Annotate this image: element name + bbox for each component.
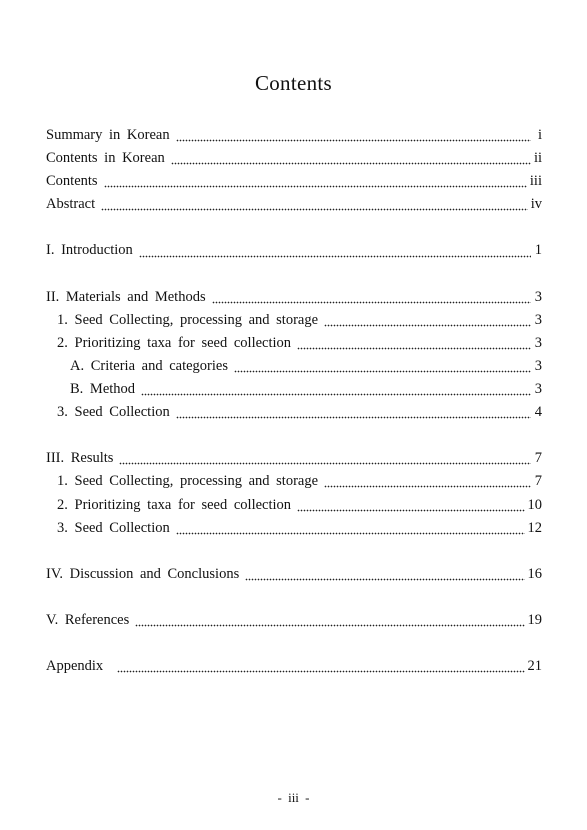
toc-entry-label: 3. Seed Collection	[57, 404, 170, 421]
dot-leader	[176, 139, 531, 143]
toc-entry-page: 3	[534, 288, 542, 305]
dot-leader	[119, 462, 531, 466]
toc-entry-label: 2. Prioritizing taxa for seed collection	[57, 496, 292, 513]
toc-entry-summary-in-korean[interactable]	[46, 127, 542, 150]
page-title: Contents	[254, 71, 333, 95]
toc-entry-page: 4	[534, 404, 542, 421]
toc-entry-label: V. References	[46, 611, 130, 628]
dot-leader	[101, 208, 528, 212]
toc-entry-page: 16	[527, 565, 542, 582]
table-of-contents	[46, 127, 542, 681]
toc-entry-label: 3. Seed Collection	[57, 519, 170, 536]
dot-leader	[176, 531, 525, 535]
dot-leader	[324, 485, 531, 489]
toc-entry-page: 21	[527, 658, 542, 675]
toc-entry-label: 1. Seed Collecting, processing and storage	[57, 311, 319, 328]
dot-leader	[117, 670, 524, 674]
toc-entry-page: 7	[534, 450, 542, 467]
toc-entry-method[interactable]	[46, 381, 542, 404]
toc-entry-seed-collecting-processing-storage[interactable]	[46, 312, 542, 335]
toc-entry-label: I. Introduction	[46, 242, 133, 259]
toc-entry-results-seed-collection[interactable]	[46, 520, 542, 543]
toc-entry-label: Contents	[46, 173, 98, 190]
toc-entry-page: 3	[534, 357, 542, 374]
dot-leader	[135, 624, 524, 628]
toc-entry-label: Summary in Korean	[46, 127, 170, 143]
toc-entry-page: 10	[527, 496, 542, 513]
toc-entry-page: 1	[534, 242, 542, 259]
toc-entry-seed-collection[interactable]	[46, 404, 542, 427]
dot-leader	[297, 508, 524, 512]
toc-entry-page: 12	[527, 519, 542, 536]
toc-entry-results[interactable]	[46, 450, 542, 473]
toc-entry-appendix[interactable]	[46, 658, 542, 681]
dot-leader	[297, 346, 531, 350]
dot-leader	[171, 162, 531, 166]
toc-entry-references[interactable]	[46, 612, 542, 635]
toc-entry-materials-and-methods[interactable]	[46, 289, 542, 312]
toc-entry-label: 1. Seed Collecting, processing and storage	[57, 473, 319, 490]
toc-entry-abstract[interactable]	[46, 196, 542, 219]
toc-entry-discussion-and-conclusions[interactable]	[46, 566, 542, 589]
dot-leader	[212, 300, 531, 304]
toc-entry-page: 3	[534, 311, 542, 328]
toc-entry-label: III. Results	[46, 450, 114, 467]
toc-entry-page: 3	[534, 381, 542, 398]
toc-entry-results-prioritizing-taxa[interactable]	[46, 497, 542, 520]
toc-entry-prioritizing-taxa[interactable]	[46, 335, 542, 358]
toc-entry-label: II. Materials and Methods	[46, 288, 206, 305]
toc-entry-contents-in-korean[interactable]	[46, 150, 542, 173]
dot-leader	[139, 254, 531, 258]
toc-entry-page: i	[537, 127, 542, 143]
toc-entry-contents[interactable]	[46, 173, 542, 196]
toc-entry-label: Abstract	[46, 196, 96, 213]
dot-leader	[234, 369, 531, 373]
toc-entry-page: ii	[533, 150, 542, 167]
toc-entry-label: 2. Prioritizing taxa for seed collection	[57, 334, 292, 351]
dot-leader	[245, 577, 524, 581]
toc-entry-page: iv	[530, 196, 542, 213]
dot-leader	[324, 323, 531, 327]
toc-entry-criteria-and-categories[interactable]	[46, 358, 542, 381]
toc-entry-results-seed-collecting[interactable]	[46, 473, 542, 496]
toc-entry-label: A. Criteria and categories	[70, 357, 228, 374]
dot-leader	[104, 185, 527, 189]
toc-entry-page: 7	[534, 473, 542, 490]
toc-entry-introduction[interactable]	[46, 242, 542, 265]
toc-entry-label: Contents in Korean	[46, 150, 165, 167]
toc-entry-page: 3	[534, 334, 542, 351]
toc-entry-page: iii	[529, 173, 542, 190]
toc-entry-label: IV. Discussion and Conclusions	[46, 565, 240, 582]
toc-entry-page: 19	[527, 611, 542, 628]
toc-entry-label: B. Method	[70, 381, 136, 398]
toc-entry-label: Appendix	[46, 658, 104, 675]
dot-leader	[141, 393, 531, 397]
dot-leader	[176, 416, 531, 420]
page-number: - iii -	[277, 790, 310, 805]
